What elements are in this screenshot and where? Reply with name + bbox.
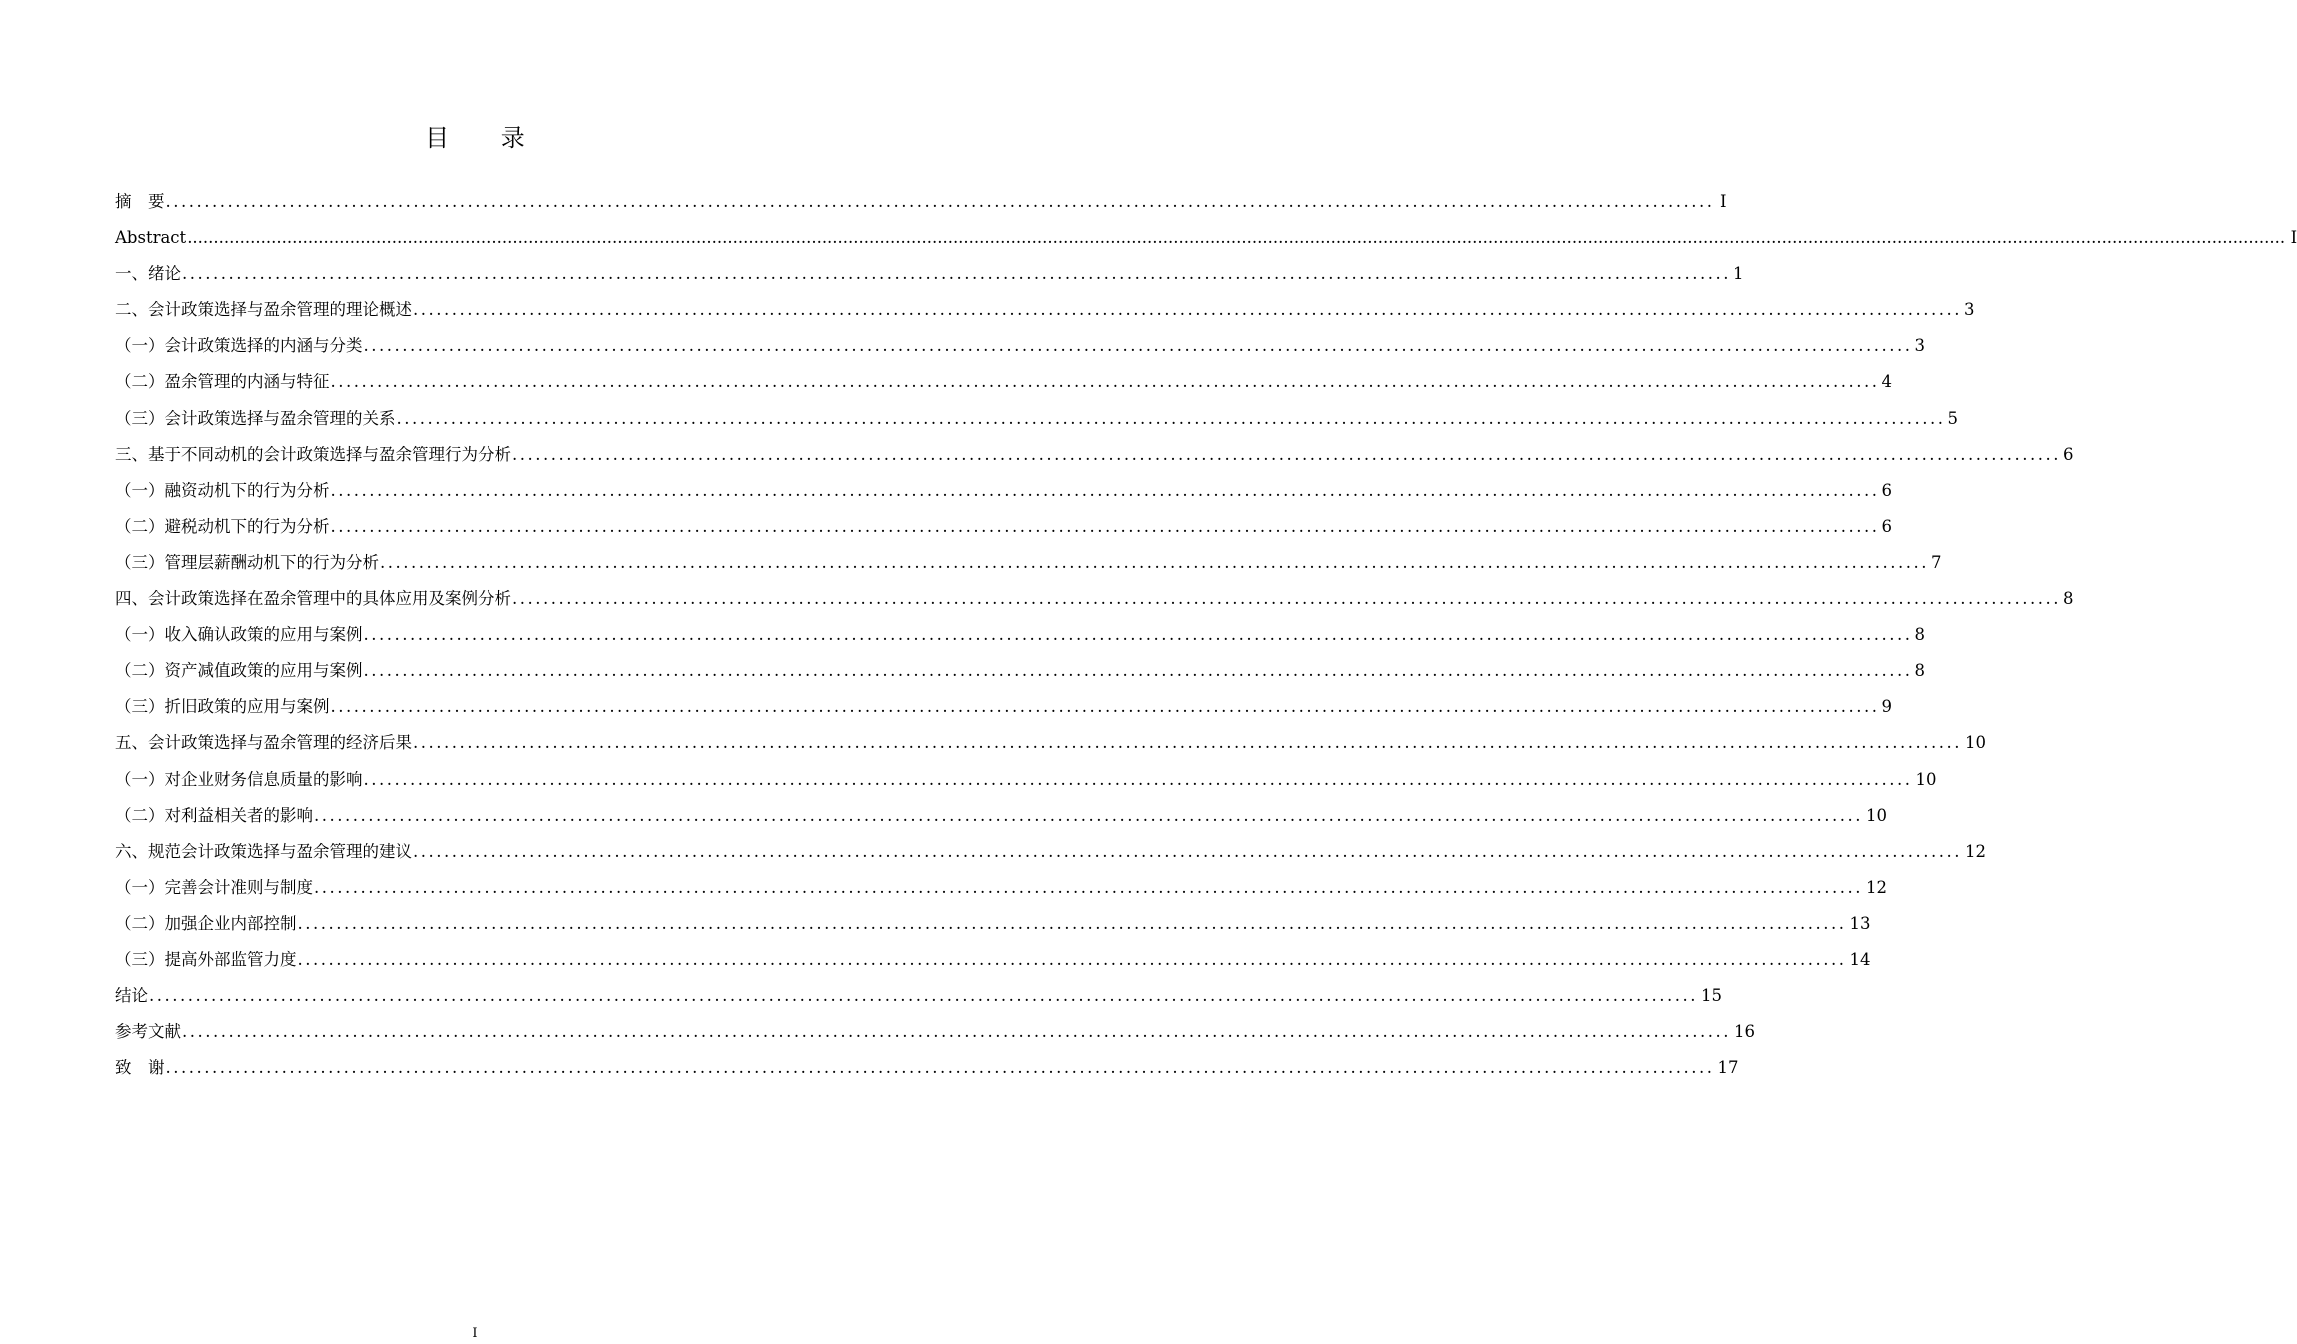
toc-entry-label: （二）加强企业内部控制 xyxy=(115,913,297,933)
toc-dot-leader: ........................................................................................................................................................................................................ xyxy=(182,1022,1731,1042)
toc-entry[interactable] xyxy=(115,407,1958,443)
toc-entry-page: 8 xyxy=(1914,625,1925,645)
toc-dot-leader: ........................................................................................................................................................................................................ xyxy=(297,913,1847,933)
toc-dot-leader: ........................................................................................................................................................................................................ xyxy=(363,625,1913,645)
toc-entry-label: 六、规范会计政策选择与盈余管理的建议 xyxy=(115,841,412,861)
toc-entry-page: 10 xyxy=(1865,805,1887,825)
table-of-contents xyxy=(115,190,2297,1092)
toc-dot-leader: ........................................................................................................................................................................................................ xyxy=(363,661,1913,681)
toc-entry[interactable] xyxy=(115,623,1925,659)
toc-entry[interactable] xyxy=(115,334,1925,370)
toc-entry-page: 3 xyxy=(1914,336,1925,356)
toc-entry[interactable] xyxy=(115,226,2297,262)
toc-entry-page: 6 xyxy=(1881,516,1892,536)
toc-entry-label: 一、绪论 xyxy=(115,264,181,284)
toc-dot-leader: ........................................................................................................................................................................................................ xyxy=(330,372,1880,392)
toc-entry-label: （一）完善会计准则与制度 xyxy=(115,877,313,897)
toc-entry-label: （三）提高外部监管力度 xyxy=(115,949,297,969)
toc-entry-label: 参考文献 xyxy=(115,1022,181,1042)
toc-entry[interactable] xyxy=(115,479,1892,515)
toc-dot-leader: ........................................................................................................................................................................................................ xyxy=(165,1058,1715,1078)
toc-entry[interactable] xyxy=(115,1056,1739,1092)
toc-entry[interactable] xyxy=(115,370,1892,406)
toc-entry-page: 10 xyxy=(1915,769,1937,789)
toc-entry-label: 结论 xyxy=(115,986,148,1006)
toc-entry-label: （二）盈余管理的内涵与特征 xyxy=(115,372,330,392)
toc-entry-label: 二、会计政策选择与盈余管理的理论概述 xyxy=(115,300,412,320)
toc-dot-leader: ........................................................................................................................................................................................................ xyxy=(330,480,1880,500)
toc-entry-page: 3 xyxy=(1963,300,1975,320)
toc-entry[interactable] xyxy=(115,840,1986,876)
toc-entry-label: 五、会计政策选择与盈余管理的经济后果 xyxy=(115,733,412,753)
toc-dot-leader: ........................................................................................................................................................................................................ xyxy=(314,805,1863,825)
toc-entry-page: 7 xyxy=(1930,552,1942,572)
toc-entry[interactable] xyxy=(115,984,1722,1020)
toc-dot-leader: ........................................................................................................................................................................................................ xyxy=(413,733,1962,753)
toc-entry-label: （一）会计政策选择的内涵与分类 xyxy=(115,336,363,356)
toc-dot-leader: ................................................................................................................................................................................................................................................................................................................................................................................................................ xyxy=(187,228,2286,248)
toc-entry-page: 8 xyxy=(2062,589,2074,609)
toc-dot-leader: ........................................................................................................................................................................................................ xyxy=(413,841,1962,861)
toc-entry-label: 摘 要 xyxy=(115,192,165,211)
toc-entry[interactable] xyxy=(115,1020,1755,1056)
toc-dot-leader: ........................................................................................................................................................................................................ xyxy=(363,769,1913,789)
toc-dot-leader: ........................................................................................................................................................................................................ xyxy=(297,949,1847,969)
toc-entry[interactable] xyxy=(115,443,2074,479)
toc-entry[interactable] xyxy=(115,515,1892,551)
toc-entry[interactable] xyxy=(115,587,2074,623)
toc-entry-label: （一）对企业财务信息质量的影响 xyxy=(115,769,363,789)
toc-entry-page: 6 xyxy=(2062,444,2074,464)
toc-entry[interactable] xyxy=(115,731,1986,767)
toc-entry[interactable] xyxy=(115,695,1892,731)
toc-dot-leader: ........................................................................................................................................................................................................ xyxy=(314,877,1863,897)
toc-entry-label: （一）收入确认政策的应用与案例 xyxy=(115,625,363,645)
toc-entry-label: （二）避税动机下的行为分析 xyxy=(115,516,330,536)
toc-entry[interactable] xyxy=(115,768,1937,804)
toc-entry-label: （三）管理层薪酬动机下的行为分析 xyxy=(115,552,379,572)
toc-entry-page: 1 xyxy=(1732,264,1744,284)
toc-entry-page: 14 xyxy=(1849,949,1871,969)
toc-entry[interactable] xyxy=(115,659,1925,695)
toc-dot-leader: ........................................................................................................................................................................................................ xyxy=(182,264,1731,284)
toc-entry-page: 13 xyxy=(1849,913,1871,933)
toc-entry-page: I xyxy=(1719,192,1727,211)
toc-dot-leader: ........................................................................................................................................................................................................ xyxy=(149,986,1698,1006)
toc-entry-page: 6 xyxy=(1881,480,1892,500)
toc-entry-page: 16 xyxy=(1733,1022,1755,1042)
toc-dot-leader: ........................................................................................................................................................................................................ xyxy=(512,589,2061,609)
toc-entry-page: 4 xyxy=(1881,372,1892,392)
toc-dot-leader: ........................................................................................................................................................................................................ xyxy=(363,336,1913,356)
toc-entry[interactable] xyxy=(115,912,1871,948)
toc-dot-leader: ........................................................................................................................................................................................................ xyxy=(380,552,1929,572)
toc-entry[interactable] xyxy=(115,948,1871,984)
toc-entry-label: （三）折旧政策的应用与案例 xyxy=(115,697,330,717)
toc-entry[interactable] xyxy=(115,551,1942,587)
toc-entry-label: 四、会计政策选择在盈余管理中的具体应用及案例分析 xyxy=(115,589,511,609)
toc-entry-label: 致 谢 xyxy=(115,1058,165,1078)
toc-entry-label: Abstract xyxy=(115,228,187,248)
toc-dot-leader: ........................................................................................................................................................................................................ xyxy=(512,444,2061,464)
toc-entry-page: I xyxy=(2290,228,2297,248)
toc-entry-label: 三、基于不同动机的会计政策选择与盈余管理行为分析 xyxy=(115,444,511,464)
toc-entry-page: 8 xyxy=(1914,661,1925,681)
toc-entry-label: （二）对利益相关者的影响 xyxy=(115,805,313,825)
toc-entry[interactable] xyxy=(115,190,1727,226)
toc-entry[interactable] xyxy=(115,876,1887,912)
toc-entry-label: （一）融资动机下的行为分析 xyxy=(115,480,330,500)
toc-dot-leader: ........................................................................................................................................................................................................ xyxy=(413,300,1962,320)
toc-entry-page: 10 xyxy=(1964,733,1986,753)
toc-entry-page: 9 xyxy=(1881,697,1892,717)
toc-entry-page: 17 xyxy=(1717,1058,1739,1078)
toc-entry[interactable] xyxy=(115,298,1975,334)
toc-dot-leader: ........................................................................................................................................................................................................ xyxy=(330,697,1880,717)
toc-dot-leader: ........................................................................................................................................................................................................ xyxy=(396,408,1946,428)
page-title: 目 录 xyxy=(425,124,547,152)
toc-entry-label: （三）会计政策选择与盈余管理的关系 xyxy=(115,408,396,428)
toc-entry-label: （二）资产减值政策的应用与案例 xyxy=(115,661,363,681)
toc-dot-leader: ........................................................................................................................................................................................................ xyxy=(165,192,1715,211)
toc-entry-page: 12 xyxy=(1865,877,1887,897)
toc-entry[interactable] xyxy=(115,804,1887,840)
toc-entry-page: 12 xyxy=(1964,841,1986,861)
toc-entry[interactable] xyxy=(115,262,1744,298)
footer-page-number: I xyxy=(472,1326,478,1341)
toc-dot-leader: ........................................................................................................................................................................................................ xyxy=(330,516,1880,536)
toc-entry-page: 15 xyxy=(1700,986,1722,1006)
toc-entry-page: 5 xyxy=(1947,408,1958,428)
